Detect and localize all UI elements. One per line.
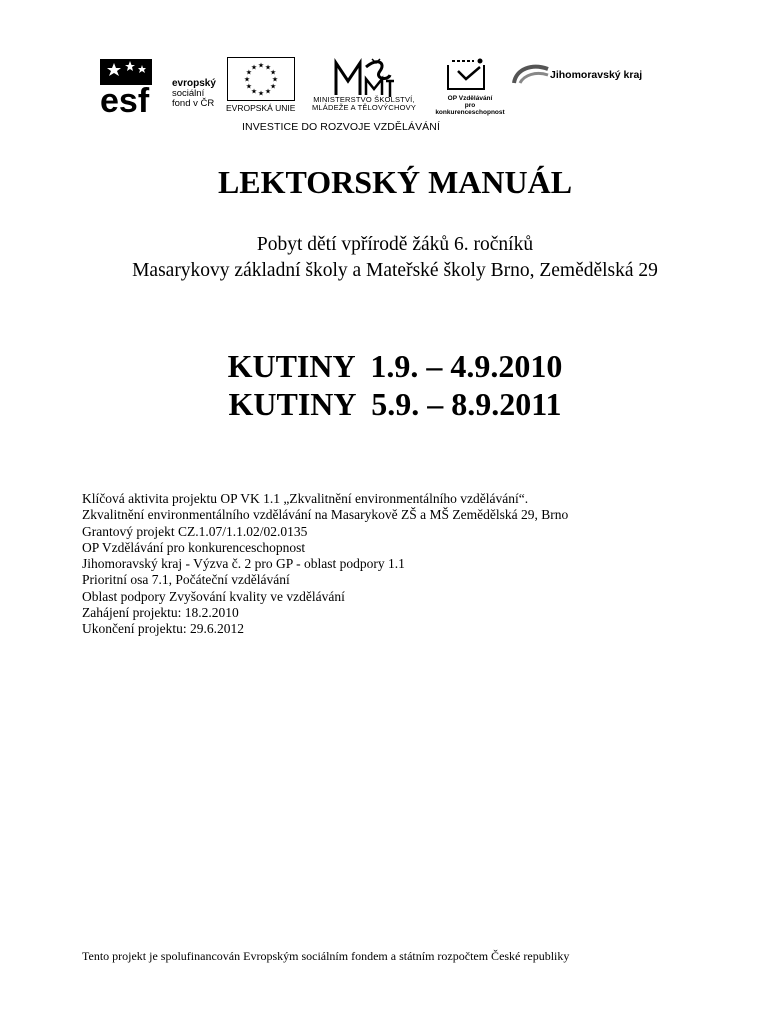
eu-star: ★ xyxy=(250,63,258,72)
eu-star: ★ xyxy=(257,61,265,70)
esf-logo-icon xyxy=(100,57,170,113)
jmk-label: Jihomoravský kraj xyxy=(550,69,643,81)
msmt-label xyxy=(302,96,426,112)
investice-tagline: INVESTICE DO ROZVOJE VZDĚLÁVÁNÍ xyxy=(242,121,440,133)
footer-note: Tento projekt je spolufinancován Evropským sociálním fondem a státním rozpočtem České republiky xyxy=(82,949,570,963)
op-logo-icon xyxy=(444,57,490,93)
jmk-logo-icon xyxy=(510,61,552,87)
info-line: Oblast podpory Zvyšování kvality ve vzdělávání xyxy=(82,588,345,604)
document-title: LEKTORSKÝ MANUÁL xyxy=(217,164,573,200)
esf-label-line2: sociální xyxy=(172,88,205,99)
info-line: Grantový projekt CZ.1.07/1.1.02/02.0135 xyxy=(82,523,308,539)
info-line: Prioritní osa 7.1, Počáteční vzdělávání xyxy=(82,572,290,588)
subtitle-line2: Masarykovy základní školy a Mateřské školy Brno, Zemědělská 29 xyxy=(132,260,658,281)
eu-label: EVROPSKÁ UNIE xyxy=(226,103,296,113)
eu-star: ★ xyxy=(271,75,279,84)
eu-star: ★ xyxy=(257,89,265,98)
esf-logo-text: esf xyxy=(100,82,150,113)
esf-label-line1: evropský xyxy=(172,78,216,89)
project-info xyxy=(82,491,568,638)
msmt-logo-icon xyxy=(332,55,396,99)
esf-logo-label xyxy=(172,79,216,109)
eu-star: ★ xyxy=(264,63,272,72)
info-line: OP Vzdělávání pro konkurenceschopnost xyxy=(82,539,306,555)
eu-star: ★ xyxy=(269,82,277,91)
info-line: Klíčová aktivita projektu OP VK 1.1 „Zkvalitnění environmentálního vzdělávání“. xyxy=(82,491,529,506)
msmt-label-line2: MLÁDEŽE A TĚLOVÝCHOVY xyxy=(311,103,417,112)
dates-line1: KUTINY 1.9. – 4.9.2010 xyxy=(227,348,563,384)
eu-star: ★ xyxy=(269,68,277,77)
subtitle-line1: Pobyt dětí vpřírodě žáků 6. ročníků xyxy=(256,234,534,255)
eu-flag-icon xyxy=(227,57,295,101)
info-line: Jihomoravský kraj - Výzva č. 2 pro GP - oblast podpory 1.1 xyxy=(82,556,405,572)
eu-star: ★ xyxy=(243,75,251,84)
op-label xyxy=(430,95,510,116)
dates-line2: KUTINY 5.9. – 8.9.2011 xyxy=(228,386,562,422)
eu-star: ★ xyxy=(264,87,272,96)
logo-bar xyxy=(100,55,660,135)
msmt-label-line1: MINISTERSTVO ŠKOLSTVÍ, xyxy=(313,95,415,104)
eu-star: ★ xyxy=(250,87,258,96)
eu-star: ★ xyxy=(245,68,253,77)
esf-label-line3: fond v ČR xyxy=(172,98,215,109)
op-label-line1: OP Vzdělávání xyxy=(447,95,493,102)
info-line: Ukončení projektu: 29.6.2012 xyxy=(82,621,244,637)
info-line: Zkvalitnění environmentálního vzdělávání na Masarykově ZŠ a MŠ Zemědělská 29, Brno xyxy=(82,507,569,523)
info-line: Zahájení projektu: 18.2.2010 xyxy=(82,605,239,621)
op-label-line2: pro konkurenceschopnost xyxy=(435,102,505,116)
eu-star: ★ xyxy=(245,82,253,91)
